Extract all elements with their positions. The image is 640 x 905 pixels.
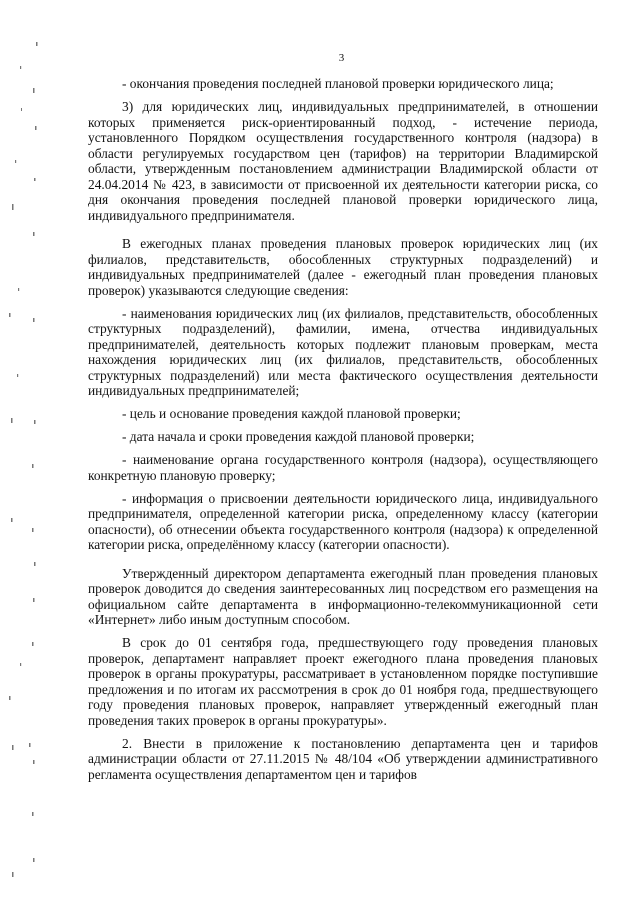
paragraph-plan-publication: Утвержденный директором департамента ежегодный план проведения плановых проверок доводится до сведения заинтересованных лиц посредством его размещения на официальном сайте департамента в информационно-телекоммуникационной сети «Интернет» либо иным доступным способом. xyxy=(88,565,598,627)
list-item-purpose: - цель и основание проведения каждой плановой проверки; xyxy=(122,406,461,421)
margin-scan-marks xyxy=(0,0,40,905)
list-item-risk-category: - информация о присвоении деятельности юридического лица, индивидуального предпринимателя, определенной категории риска, определенному классу (категории опасности), об отнесении объекта государственного контроля (надзора) к определенной категории риска, определённому классу (категории опасности). xyxy=(88,490,598,552)
paragraph-prosecution-deadline: В срок до 01 сентября года, предшествующего году проведения плановых проверок, департамент направляет проект ежегодного плана проведения плановых проверок в органы прокуратуры, рассматривает в установленном порядке поступившие предложения и по итогам их рассмотрения в срок до 01 ноября года, предшествующего году проведения плановых проверок, направляет утвержденный ежегодный план проведения таких проверок в органы прокуратуры». xyxy=(88,635,598,728)
document-body xyxy=(88,76,598,790)
paragraph-last-inspection-end: - окончания проведения последней плановой проверки юридического лица; xyxy=(122,76,554,91)
paragraph-annual-plan-contents: В ежегодных планах проведения плановых проверок юридических лиц (их филиалов, представительств, обособленных структурных подразделений) и индивидуальных предпринимателей (далее - ежегодный план проведения плановых проверок) указываются следующие сведения: xyxy=(88,236,598,298)
list-item-control-body: - наименование органа государственного контроля (надзора), осуществляющего конкретную плановую проверку; xyxy=(88,452,598,483)
paragraph-amendment: 2. Внести в приложение к постановлению департамента цен и тарифов администрации области от 27.11.2015 № 48/104 «Об утверждении административного регламента осуществления департаментом цен и тарифов xyxy=(88,735,598,782)
paragraph-risk-based-approach: 3) для юридических лиц, индивидуальных предпринимателей, в отношении которых применяется риск-ориентированный подход, - истечение периода, установленного Порядком осуществления государственного контроля (надзора) в области регулируемых государством цен (тарифов) на территории Владимирской области, утвержденным постановлением администрации Владимирской области от 24.04.2014 № 423, в зависимости от присвоенной их деятельности категории риска, со дня окончания проведения последней плановой проверки юридического лица, индивидуального предпринимателя. xyxy=(88,99,598,223)
list-item-start-date: - дата начала и сроки проведения каждой плановой проверки; xyxy=(122,429,475,444)
page-number: 3 xyxy=(338,52,345,64)
list-item-entity-names: - наименования юридических лиц (их филиалов, представительств, обособленных структурных подразделений), фамилии, имена, отчества индивидуальных предпринимателей, деятельность которых подлежит плановым проверкам, места нахождения юридических лиц (их филиалов, представительств, обособленных структурных подразделений) или места фактического осуществления деятельности индивидуальных предпринимателей; xyxy=(88,305,598,398)
